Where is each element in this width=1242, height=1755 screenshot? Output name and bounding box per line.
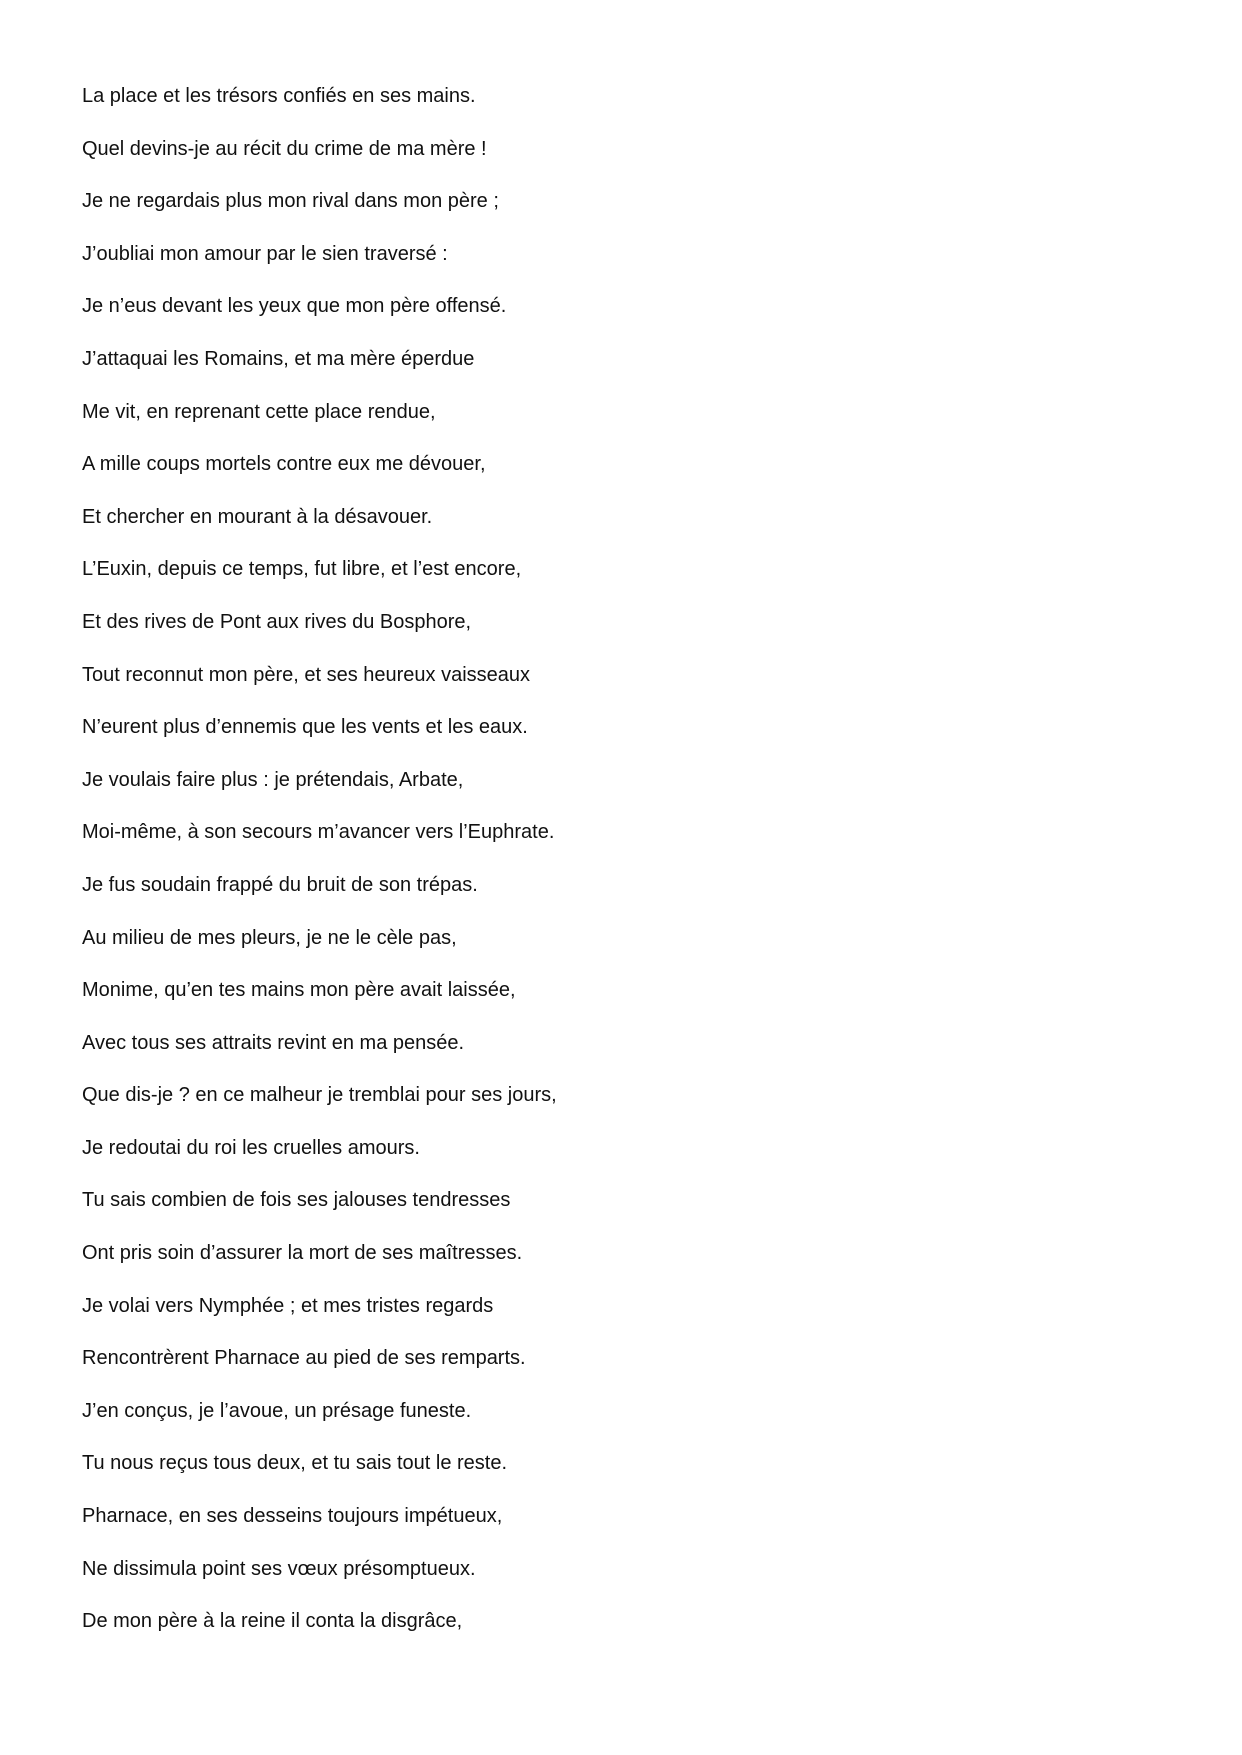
verse-line: Moi-même, à son secours m’avancer vers l’Euphrate. — [82, 821, 555, 844]
verse-line: L’Euxin, depuis ce temps, fut libre, et l’est encore, — [82, 558, 522, 581]
verse-line: N’eurent plus d’ennemis que les vents et les eaux. — [82, 716, 528, 739]
verse-line: A mille coups mortels contre eux me dévouer, — [82, 453, 486, 476]
verse-line: Quel devins-je au récit du crime de ma mère ! — [82, 137, 487, 160]
verse-line: Tu nous reçus tous deux, et tu sais tout le reste. — [82, 1452, 508, 1475]
verse-line: Et des rives de Pont aux rives du Bosphore, — [82, 610, 472, 633]
verse-line: Je volai vers Nymphée ; et mes tristes regards — [82, 1294, 494, 1317]
verse-line: Je ne regardais plus mon rival dans mon père ; — [82, 190, 499, 213]
verse-line: Je n’eus devant les yeux que mon père offensé. — [82, 295, 507, 318]
verse-list — [82, 76, 557, 1654]
verse-line: Monime, qu’en tes mains mon père avait laissée, — [82, 979, 516, 1002]
verse-line: Je redoutai du roi les cruelles amours. — [82, 1136, 420, 1159]
verse-line: Ne dissimula point ses vœux présomptueux. — [82, 1557, 476, 1580]
verse-line: Au milieu de mes pleurs, je ne le cèle pas, — [82, 926, 457, 949]
verse-line: Tout reconnut mon père, et ses heureux vaisseaux — [82, 663, 531, 686]
verse-line: J’oubliai mon amour par le sien traversé : — [82, 242, 448, 265]
verse-line: Je fus soudain frappé du bruit de son trépas. — [82, 873, 478, 896]
verse-line: La place et les trésors confiés en ses mains. — [82, 85, 476, 107]
verse-line: Rencontrèrent Pharnace au pied de ses remparts. — [82, 1347, 526, 1370]
verse-line: J’attaquai les Romains, et ma mère éperdue — [82, 347, 475, 370]
verse-line: J’en conçus, je l’avoue, un présage funeste. — [82, 1399, 472, 1422]
verse-line: Me vit, en reprenant cette place rendue, — [82, 400, 436, 423]
verse-line: Je voulais faire plus : je prétendais, Arbate, — [82, 768, 464, 791]
verse-line: De mon père à la reine il conta la disgrâce, — [82, 1610, 463, 1633]
verse-line: Pharnace, en ses desseins toujours impétueux, — [82, 1505, 503, 1528]
verse-line: Et chercher en mourant à la désavouer. — [82, 505, 433, 528]
verse-line: Tu sais combien de fois ses jalouses tendresses — [82, 1189, 511, 1212]
verse-line: Avec tous ses attraits revint en ma pensée. — [82, 1031, 465, 1054]
verse-line: Ont pris soin d’assurer la mort de ses maîtresses. — [82, 1242, 523, 1265]
verse-line: Que dis-je ? en ce malheur je tremblai pour ses jours, — [82, 1084, 557, 1107]
